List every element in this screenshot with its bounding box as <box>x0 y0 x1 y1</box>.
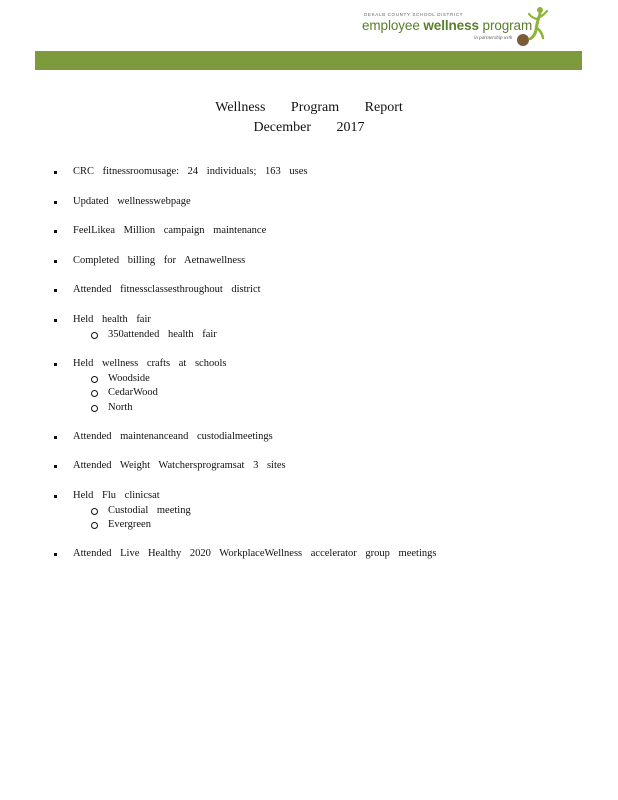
logo-word-program: program <box>482 18 533 33</box>
sub-bullet-icon <box>91 522 98 529</box>
list-item: Attended fitnessclassesthroughout district <box>73 284 261 295</box>
logo-tagline: in partnership with <box>474 36 513 41</box>
sub-list-item: Evergreen <box>108 519 151 530</box>
logo-word-employee: employee <box>362 18 420 33</box>
sub-bullet-icon <box>91 376 98 383</box>
header-bar <box>35 51 582 70</box>
list-item: Held health fair <box>73 313 151 325</box>
list-item: Attended maintenanceand custodialmeetings <box>73 430 273 442</box>
list-item: Held wellness crafts at schools <box>73 357 227 369</box>
bullet-icon <box>54 289 57 292</box>
sub-bullet-icon <box>91 390 98 397</box>
sub-bullet-icon <box>91 508 98 515</box>
sub-bullet-icon <box>91 332 98 339</box>
logo-small-text: DEKALB COUNTY SCHOOL DISTRICT <box>364 12 464 17</box>
sub-list-item: Custodial meeting <box>108 504 191 516</box>
list-item: CRC fitnessroomusage: 24 individuals; 163 uses <box>73 166 308 177</box>
bullet-icon <box>54 465 57 468</box>
bullet-icon <box>54 201 57 204</box>
report-title: Wellness Program Report <box>215 100 403 115</box>
list-item: Attended Weight Watchersprogramsat 3 sites <box>73 460 286 471</box>
bullet-icon <box>54 436 57 439</box>
list-item: Completed billing for Aetnawellness <box>73 254 246 266</box>
list-item: FeelLikea Million campaign maintenance <box>73 225 267 236</box>
list-item: Attended Live Healthy 2020 WorkplaceWellness accelerator group meetings <box>73 548 437 559</box>
bullet-icon <box>54 495 57 498</box>
logo-word-wellness: wellness <box>423 18 479 33</box>
bullet-icon <box>54 319 57 322</box>
sub-list-item: Woodside <box>108 372 150 384</box>
figure-icon <box>526 6 548 40</box>
sub-list-item: 350attended health fair <box>108 328 217 340</box>
list-item: Updated wellnesswebpage <box>73 195 191 207</box>
bullet-icon <box>54 553 57 556</box>
employee-wellness-logo <box>362 6 548 48</box>
sub-bullet-icon <box>91 405 98 412</box>
sub-list-item: CedarWood <box>108 387 158 398</box>
bullet-icon <box>54 230 57 233</box>
list-item: Held Flu clinicsat <box>73 489 160 501</box>
bullet-icon <box>54 363 57 366</box>
logo-wordmark <box>362 18 532 33</box>
bullet-icon <box>54 260 57 263</box>
sub-list-item: North <box>108 401 133 413</box>
bullet-icon <box>54 171 57 174</box>
report-date: December 2017 <box>253 120 365 135</box>
